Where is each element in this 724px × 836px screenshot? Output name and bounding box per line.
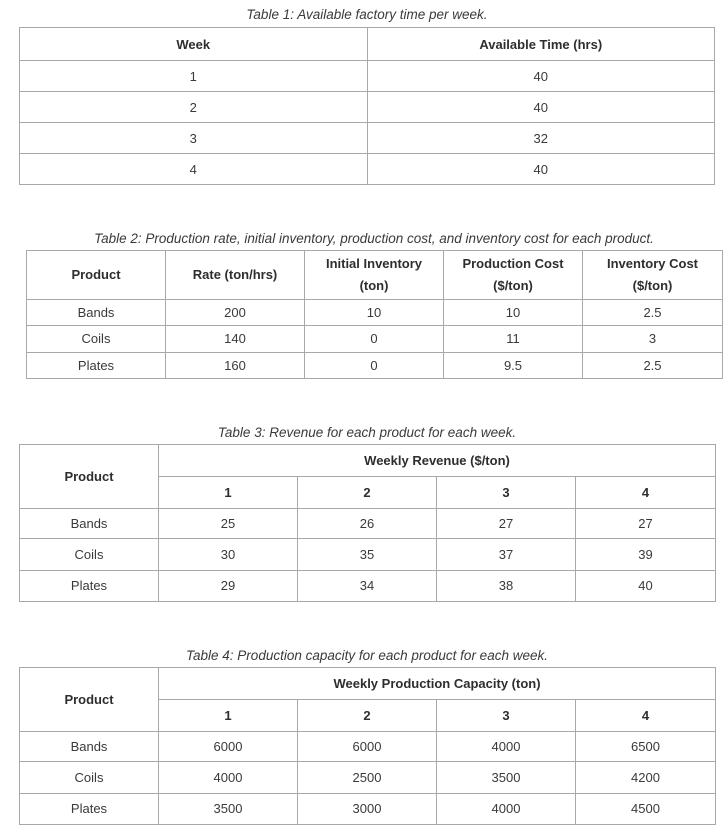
table4-cell: 2500: [298, 762, 437, 793]
table3-header-product: Product: [20, 445, 159, 509]
table4-header-week: 4: [576, 700, 716, 731]
table1-cell: 4: [20, 154, 368, 185]
table4-cell: Plates: [20, 793, 159, 824]
table-row: [27, 352, 723, 378]
table4-cell: 6000: [159, 731, 298, 761]
table2-cell: 200: [166, 299, 305, 325]
table3-cell: 38: [437, 570, 576, 601]
table4-cell: 4000: [437, 731, 576, 761]
table3-cell: 37: [437, 539, 576, 570]
table-row: [27, 326, 723, 352]
table3-cell: Plates: [20, 570, 159, 601]
table2-cell: 10: [444, 299, 583, 325]
table1-header-time: Available Time (hrs): [367, 28, 715, 61]
table3-cell: Coils: [20, 539, 159, 570]
table3-caption: Table 3: Revenue for each product for each week.: [217, 425, 517, 440]
table-row: [20, 154, 715, 185]
table1-caption: Table 1: Available factory time per week.: [246, 7, 488, 22]
table2-header-product: Product: [27, 251, 166, 300]
table4-cell: 4200: [576, 762, 716, 793]
table2-cell: 9.5: [444, 352, 583, 378]
table3-header-group: Weekly Revenue ($/ton): [159, 445, 716, 477]
table4-header-week: 1: [159, 700, 298, 731]
table1-cell: 3: [20, 123, 368, 154]
table4-header-week: 2: [298, 700, 437, 731]
table1: [19, 27, 715, 185]
table3-header-week: 1: [159, 477, 298, 508]
table1-cell: 2: [20, 92, 368, 123]
table3-header-week: 4: [576, 477, 716, 508]
table-row: [20, 731, 716, 761]
table-row: [20, 539, 716, 570]
table2-cell: Plates: [27, 352, 166, 378]
table-row: [20, 61, 715, 92]
table1-cell: 40: [367, 61, 715, 92]
table-row: [20, 508, 716, 538]
table4-cell: Bands: [20, 731, 159, 761]
table3-cell: 26: [298, 508, 437, 538]
table2-cell: 0: [305, 326, 444, 352]
table2-header-initial-inventory: Initial Inventory (ton): [305, 251, 444, 300]
table1-header-week: Week: [20, 28, 368, 61]
table-row: [20, 793, 716, 824]
table4-cell: Coils: [20, 762, 159, 793]
table3-cell: 34: [298, 570, 437, 601]
table2-cell: 0: [305, 352, 444, 378]
table4-caption: Table 4: Production capacity for each product for each week.: [186, 648, 548, 663]
table2: [26, 250, 723, 379]
table2-cell: 140: [166, 326, 305, 352]
table4-cell: 4500: [576, 793, 716, 824]
table3-cell: 30: [159, 539, 298, 570]
table1-cell: 1: [20, 61, 368, 92]
table4-cell: 3000: [298, 793, 437, 824]
table2-cell: 2.5: [583, 352, 723, 378]
table4-header-week: 3: [437, 700, 576, 731]
table2-cell: 2.5: [583, 299, 723, 325]
table-row: [27, 299, 723, 325]
table3-cell: 35: [298, 539, 437, 570]
table4: [19, 667, 716, 825]
table2-cell: Bands: [27, 299, 166, 325]
table4-cell: 4000: [437, 793, 576, 824]
table3-header-week: 3: [437, 477, 576, 508]
table2-header-inventory-cost: Inventory Cost ($/ton): [583, 251, 723, 300]
table2-cell: 10: [305, 299, 444, 325]
table4-cell: 4000: [159, 762, 298, 793]
table3-cell: 39: [576, 539, 716, 570]
table3-cell: 27: [576, 508, 716, 538]
table2-cell: 160: [166, 352, 305, 378]
table-row: [20, 123, 715, 154]
table-row: [20, 570, 716, 601]
table4-cell: 6500: [576, 731, 716, 761]
table2-cell: Coils: [27, 326, 166, 352]
table3-cell: 25: [159, 508, 298, 538]
table4-cell: 3500: [159, 793, 298, 824]
table-row: [20, 92, 715, 123]
table2-header-rate: Rate (ton/hrs): [166, 251, 305, 300]
table4-cell: 3500: [437, 762, 576, 793]
table4-header-group: Weekly Production Capacity (ton): [159, 668, 716, 700]
table2-caption: Table 2: Production rate, initial inventory, production cost, and inventory cost for each product.: [94, 231, 654, 246]
table3-header-week: 2: [298, 477, 437, 508]
table1-cell: 40: [367, 92, 715, 123]
table4-cell: 6000: [298, 731, 437, 761]
table1-cell: 32: [367, 123, 715, 154]
table2-cell: 3: [583, 326, 723, 352]
table1-cell: 40: [367, 154, 715, 185]
table3-cell: 40: [576, 570, 716, 601]
table3-cell: Bands: [20, 508, 159, 538]
table-row: [20, 762, 716, 793]
table3-cell: 29: [159, 570, 298, 601]
table3: [19, 444, 716, 602]
table4-header-product: Product: [20, 668, 159, 732]
table2-cell: 11: [444, 326, 583, 352]
table3-cell: 27: [437, 508, 576, 538]
table2-header-production-cost: Production Cost ($/ton): [444, 251, 583, 300]
